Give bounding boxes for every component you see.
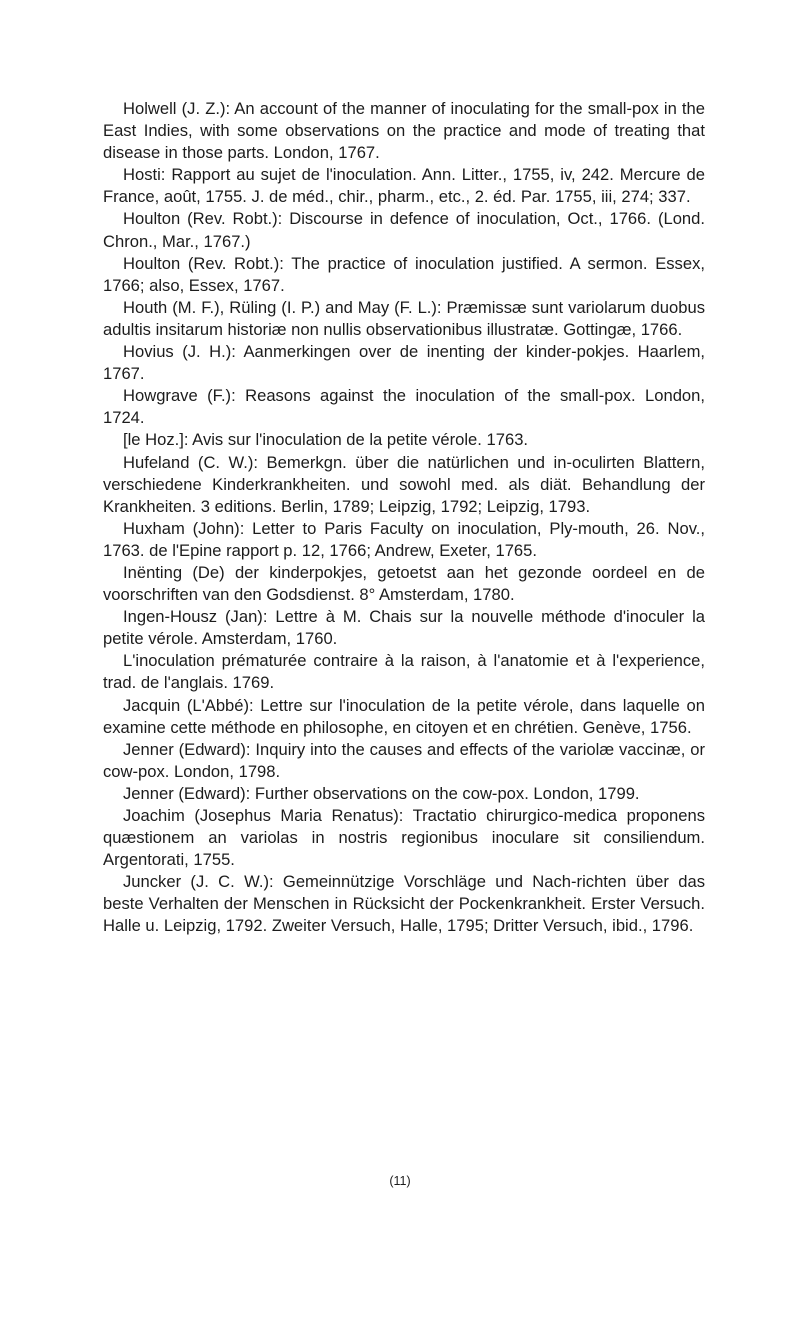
bibliography-entry: Howgrave (F.): Reasons against the inoculation of the small-pox. London, 1724. (103, 386, 705, 428)
bibliography-text (103, 98, 705, 938)
bibliography-entry: Joachim (Josephus Maria Renatus): Tractatio chirurgico-medica proponens quæstionem an variolas in nostris regionibus inoculare sit consiliendum. Argentorati, 1755. (103, 806, 705, 870)
bibliography-entry: Juncker (J. C. W.): Gemeinnützige Vorschläge und Nach-richten über das beste Verhalten der Menschen in Rücksicht der Pockenkrankheit. Erster Versuch. Halle u. Leipzig, 1792. Zweiter Versuch, Halle, 1795; Dritter Versuch, ibid., 1796. (103, 872, 705, 936)
bibliography-entry: Hovius (J. H.): Aanmerkingen over de inenting der kinder-pokjes. Haarlem, 1767. (103, 342, 705, 384)
bibliography-entry: Houlton (Rev. Robt.): The practice of inoculation justified. A sermon. Essex, 1766; also, Essex, 1767. (103, 253, 705, 295)
bibliography-entry: Hufeland (C. W.): Bemerkgn. über die natürlichen und in-oculirten Blattern, verschiedene Kinderkrankheiten. und sowohl med. als diät. Behandlung der Krankheiten. 3 editions. Berlin, 1789; Leipzig, 1792; Leipzig, 1793. (103, 452, 705, 516)
bibliography-entry: Houth (M. F.), Rüling (I. P.) and May (F. L.): Præmissæ sunt variolarum duobus adultis insitarum historiæ non nullis observationibus illustratæ. Gottingæ, 1766. (103, 297, 705, 339)
bibliography-entry: Ingen-Housz (Jan): Lettre à M. Chais sur la nouvelle méthode d'inoculer la petite vérole. Amsterdam, 1760. (103, 607, 705, 649)
bibliography-entry: [le Hoz.]: Avis sur l'inoculation de la petite vérole. 1763. (123, 430, 529, 450)
bibliography-entry: Holwell (J. Z.): An account of the manner of inoculating for the small-pox in the East Indies, with some observations on the practice and mode of treating that disease in those parts. London, 1767. (103, 99, 705, 163)
bibliography-entry: Hosti: Rapport au sujet de l'inoculation. Ann. Litter., 1755, iv, 242. Mercure de France, août, 1755. J. de méd., chir., pharm., etc., 2. éd. Par. 1755, iii, 274; 337. (103, 165, 705, 207)
bibliography-entry: Jenner (Edward): Further observations on the cow-pox. London, 1799. (123, 783, 640, 803)
bibliography-entry: Jenner (Edward): Inquiry into the causes and effects of the variolæ vaccinæ, or cow-pox. London, 1798. (103, 739, 705, 781)
bibliography-entry: Huxham (John): Letter to Paris Faculty on inoculation, Ply-mouth, 26. Nov., 1763. de l'Epine rapport p. 12, 1766; Andrew, Exeter, 1765. (103, 518, 705, 560)
bibliography-entry: L'inoculation prématurée contraire à la raison, à l'anatomie et à l'experience, trad. de l'anglais. 1769. (103, 651, 705, 693)
bibliography-entry: Inënting (De) der kinderpokjes, getoetst aan het gezonde oordeel en de voorschriften van den Godsdienst. 8° Amsterdam, 1780. (103, 562, 705, 605)
bibliography-entry: Houlton (Rev. Robt.): Discourse in defence of inoculation, Oct., 1766. (Lond. Chron., Mar., 1767.) (103, 209, 705, 251)
page-number: (11) (389, 1174, 411, 1188)
bibliography-entry: Jacquin (L'Abbé): Lettre sur l'inoculation de la petite vérole, dans laquelle on examine cette méthode en philosophe, en citoyen et en chrétien. Genève, 1756. (103, 695, 705, 737)
